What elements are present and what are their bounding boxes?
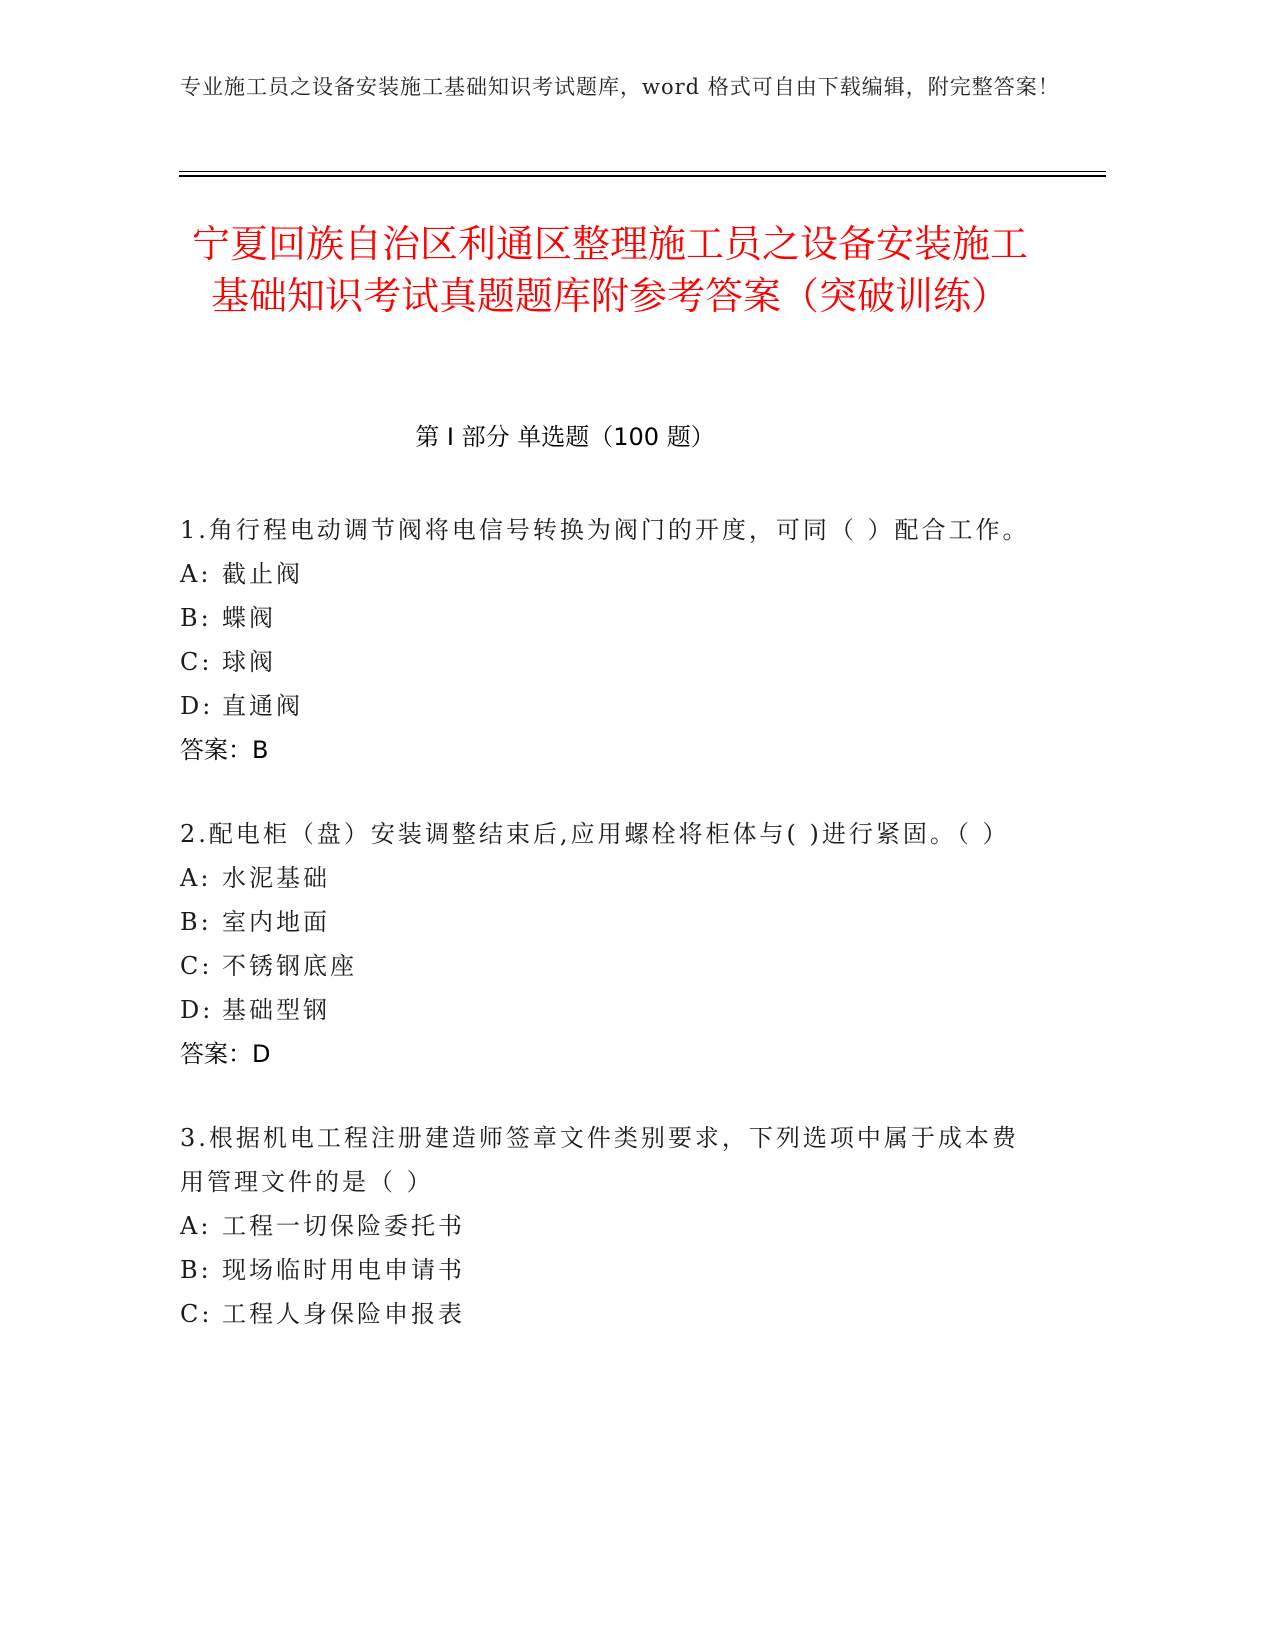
option-text: 工程一切保险委托书 bbox=[222, 1212, 465, 1240]
option-c bbox=[180, 1292, 1030, 1336]
option-c bbox=[180, 944, 1030, 988]
option-text: 蝶阀 bbox=[222, 604, 276, 632]
option-key: B: bbox=[180, 908, 212, 936]
document-title: 宁夏回族自治区利通区整理施工员之设备安装施工基础知识考试真题题库附参考答案（突破训练） bbox=[191, 222, 1028, 318]
option-text: 球阀 bbox=[222, 648, 276, 676]
option-a bbox=[180, 552, 1030, 596]
option-d bbox=[180, 988, 1030, 1032]
option-key: A: bbox=[180, 1212, 212, 1240]
question-3 bbox=[180, 1116, 1030, 1336]
option-key: C: bbox=[180, 648, 213, 676]
option-text: 基础型钢 bbox=[222, 996, 330, 1024]
header-divider-thin bbox=[179, 171, 1106, 172]
answer: 答案：B bbox=[180, 736, 269, 764]
option-b bbox=[180, 596, 1030, 640]
option-a bbox=[180, 1204, 1030, 1248]
option-b bbox=[180, 1248, 1030, 1292]
option-key: C: bbox=[180, 1300, 213, 1328]
section-title: 第 I 部分 单选题（100 题） bbox=[415, 423, 715, 451]
question-list bbox=[180, 508, 1030, 1376]
option-key: B: bbox=[180, 604, 212, 632]
option-text: 截止阀 bbox=[222, 560, 303, 588]
question-2 bbox=[180, 812, 1030, 1076]
option-text: 水泥基础 bbox=[222, 864, 330, 892]
option-key: D: bbox=[180, 692, 214, 720]
option-key: B: bbox=[180, 1256, 212, 1284]
question-stem: 1.角行程电动调节阀将电信号转换为阀门的开度，可同（ ）配合工作。 bbox=[180, 516, 1030, 544]
option-text: 工程人身保险申报表 bbox=[222, 1300, 465, 1328]
option-d bbox=[180, 684, 1030, 728]
answer: 答案：D bbox=[180, 1040, 271, 1068]
option-a bbox=[180, 856, 1030, 900]
option-key: A: bbox=[180, 560, 212, 588]
question-stem: 2.配电柜（盘）安装调整结束后,应用螺栓将柜体与( )进行紧固。（ ） bbox=[180, 820, 1010, 848]
question-1 bbox=[180, 508, 1030, 772]
option-key: D: bbox=[180, 996, 214, 1024]
header-divider-thick bbox=[179, 175, 1106, 177]
question-stem: 3.根据机电工程注册建造师签章文件类别要求，下列选项中属于成本费用管理文件的是（ ） bbox=[180, 1124, 1019, 1196]
option-text: 直通阀 bbox=[222, 692, 303, 720]
option-text: 现场临时用电申请书 bbox=[222, 1256, 465, 1284]
option-text: 室内地面 bbox=[222, 908, 330, 936]
header-note: 专业施工员之设备安装施工基础知识考试题库，word 格式可自由下载编辑，附完整答案！ bbox=[180, 75, 1060, 99]
option-key: A: bbox=[180, 864, 212, 892]
option-c bbox=[180, 640, 1030, 684]
option-key: C: bbox=[180, 952, 213, 980]
option-b bbox=[180, 900, 1030, 944]
option-text: 不锈钢底座 bbox=[222, 952, 357, 980]
